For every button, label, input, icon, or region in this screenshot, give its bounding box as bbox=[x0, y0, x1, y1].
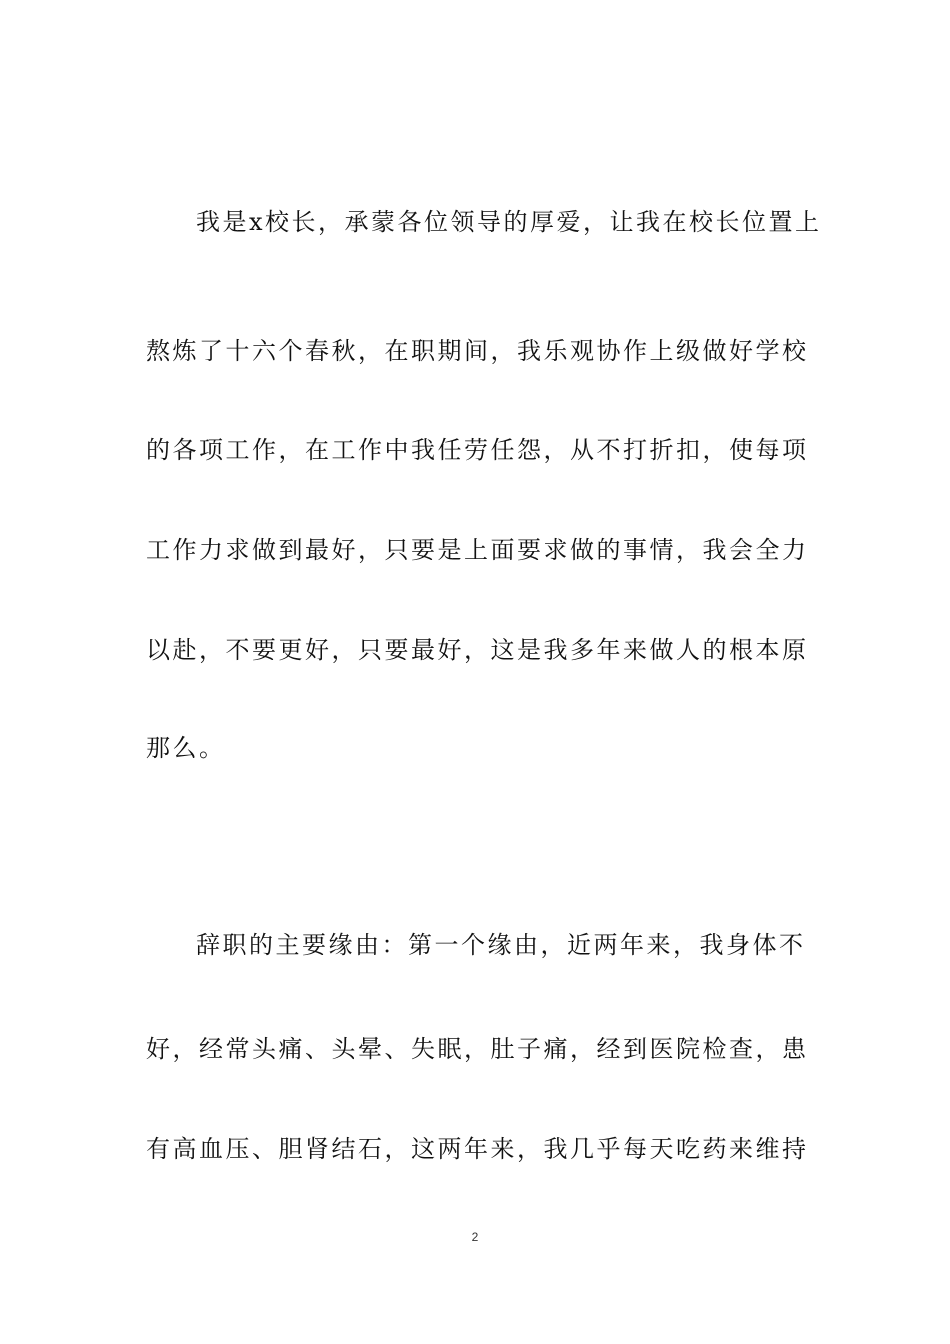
text-line: 好，经常头痛、头晕、失眠，肚子痛，经到医院检查，患 bbox=[146, 1035, 809, 1063]
text-line: 的各项工作，在工作中我任劳任怨，从不打折扣，使每项 bbox=[146, 436, 809, 464]
text-line: 熬炼了十六个春秋，在职期间，我乐观协作上级做好学校 bbox=[146, 337, 809, 365]
text-line: 辞职的主要缘由：第一个缘由，近两年来，我身体不 bbox=[196, 931, 806, 959]
text-line: 我是x校长，承蒙各位领导的厚爱，让我在校长位置上 bbox=[196, 208, 822, 236]
text-line: 有高血压、胆肾结石，这两年来，我几乎每天吃药来维持 bbox=[146, 1135, 809, 1163]
page-number: 2 bbox=[471, 1230, 479, 1244]
text-line: 那么。 bbox=[146, 734, 226, 762]
text-line: 工作力求做到最好，只要是上面要求做的事情，我会全力 bbox=[146, 536, 809, 564]
text-line: 以赴，不要更好，只要最好，这是我多年来做人的根本原 bbox=[146, 636, 809, 664]
